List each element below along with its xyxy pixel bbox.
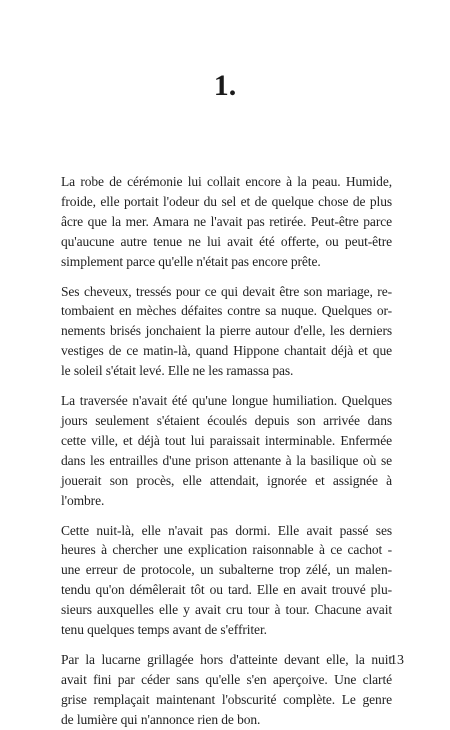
text-line: Cette nuit-là, elle n'avait pas dormi. Elle avait passé ses [61, 522, 392, 538]
text-line: avait fini par céder sans qu'elle s'en aperçoive. Une clarté [61, 671, 392, 687]
text-line: jours seulement s'étaient écoulés depuis son arrivée dans [61, 412, 392, 428]
text-line: une erreur de protocole, un subalterne trop zélé, un malen- [61, 562, 392, 578]
text-line: heures à chercher une explication raisonnable à ce cachot - [61, 542, 392, 558]
text-line: vestiges de ce matin-là, quand Hippone chantait déjà et que [61, 343, 392, 359]
text-line: tombaient en mèches défaites contre sa nuque. Quelques or- [61, 303, 392, 319]
text-line: froide, elle portait l'odeur du sel et de quelque chose de plus [61, 193, 392, 209]
chapter-number: 1. [213, 69, 237, 102]
text-line: qu'aucune autre tenue ne lui avait été offerte, ou peut-être [61, 233, 392, 249]
text-line: Par la lucarne grillagée hors d'atteinte devant elle, la nuit [61, 651, 392, 667]
text-line: Ses cheveux, tressés pour ce qui devait être son mariage, re- [61, 283, 392, 299]
text-line: le soleil s'était levé. Elle ne les ramassa pas. [61, 363, 294, 379]
text-line: simplement parce qu'elle n'était pas encore prête. [61, 253, 321, 269]
text-line: tendu qu'on démêlerait tôt ou tard. Elle en avait trouvé plu- [61, 582, 392, 598]
text-line: sieurs auxquelles elle y avait cru tour à tour. Chacune avait [61, 602, 392, 618]
text-line: âcre que la mer. Amara ne l'avait pas retirée. Peut-être parce [61, 213, 392, 229]
text-line: dans les entrailles d'une prison attenante à la basilique où se [61, 452, 392, 468]
text-line: de lumière qui n'annonce rien de bon. [61, 711, 261, 727]
paragraph-1 [61, 172, 392, 272]
paragraph-5 [61, 650, 392, 730]
text-line: jouerait son procès, elle attendait, ignorée et assignée à [61, 472, 392, 488]
text-line: La robe de cérémonie lui collait encore à la peau. Humide, [61, 174, 392, 189]
text-line: tenu quelques temps avant de s'effriter. [61, 622, 267, 638]
paragraph-3 [61, 391, 392, 510]
text-line: grise remplaçait maintenant l'obscurité complète. Le genre [61, 691, 392, 707]
paragraph-2 [61, 282, 392, 382]
text-line: La traversée n'avait été qu'une longue humiliation. Quelques [61, 393, 392, 409]
text-line: nements brisés jonchaient la pierre autour d'elle, les derniers [61, 323, 392, 339]
page-number: 13 [390, 653, 404, 668]
chapter-body [61, 172, 392, 730]
text-line: cette ville, et déjà tout lui paraissait interminable. Enfermée [61, 432, 392, 448]
text-line: l'ombre. [61, 492, 105, 508]
paragraph-4 [61, 521, 392, 640]
